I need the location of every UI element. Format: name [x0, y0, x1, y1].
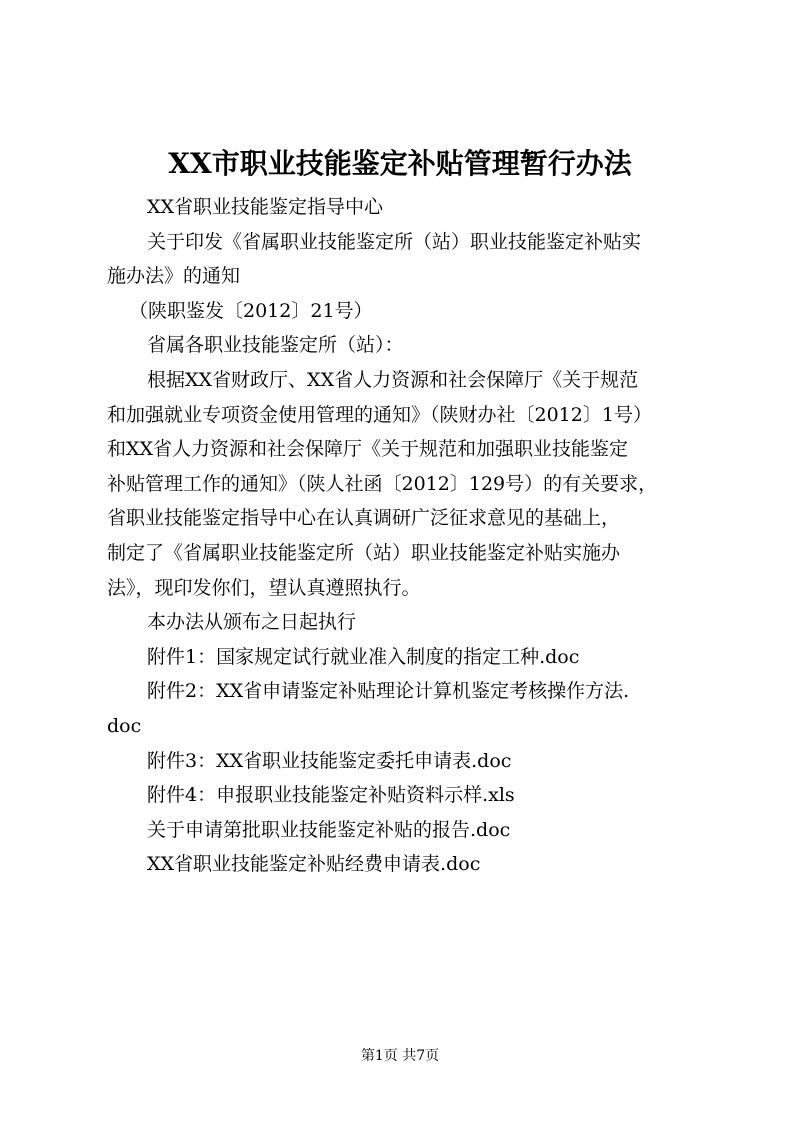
text-line-19: 关于申请第批职业技能鉴定补贴的报告.doc — [147, 818, 511, 841]
text-line-17: 附件3：XX省职业技能鉴定委托申请表.doc — [147, 749, 512, 772]
text-line-18: 附件4：申报职业技能鉴定补贴资料示样.xls — [147, 784, 515, 807]
document-title: XX市职业技能鉴定补贴管理暂行办法 — [168, 147, 632, 180]
text-line-2: 关于印发《省属职业技能鉴定所（站）职业技能鉴定补贴实 — [147, 230, 642, 253]
document-body — [107, 190, 707, 882]
page-footer: 第1页 共7页 — [360, 1048, 440, 1064]
text-line-1: XX省职业技能鉴定指导中心 — [147, 196, 384, 218]
text-line-20: XX省职业技能鉴定补贴经费申请表.doc — [147, 853, 481, 876]
text-line-14: 附件1：国家规定试行就业准入制度的指定工种.doc — [147, 645, 580, 668]
text-line-15: 附件2：XX省申请鉴定补贴理论计算机鉴定考核操作方法. — [147, 680, 630, 703]
text-line-9: 补贴管理工作的通知》（陕人社函〔2012〕129号）的有关要求， — [107, 472, 658, 495]
text-line-12: 法》，现印发你们，望认真遵照执行。 — [107, 576, 421, 599]
text-line-10: 省职业技能鉴定指导中心在认真调研广泛征求意见的基础上， — [107, 507, 621, 530]
text-line-13: 本办法从颁布之日起执行 — [147, 611, 357, 634]
text-line-6: 根据XX省财政厅、XX省人力资源和社会保障厅《关于规范 — [147, 368, 639, 391]
text-line-5: 省属各职业技能鉴定所（站）： — [147, 334, 404, 357]
text-line-11: 制定了《省属职业技能鉴定所（站）职业技能鉴定补贴实施办 — [107, 541, 621, 564]
text-line-4: （陕职鉴发〔2012〕21号） — [129, 299, 373, 322]
text-line-16: doc — [107, 714, 142, 737]
text-line-3: 施办法》的通知 — [107, 265, 241, 288]
text-line-7: 和加强就业专项资金使用管理的通知》（陕财办社〔2012〕1号） — [107, 403, 652, 426]
text-line-8: 和XX省人力资源和社会保障厅《关于规范和加强职业技能鉴定 — [107, 438, 629, 461]
